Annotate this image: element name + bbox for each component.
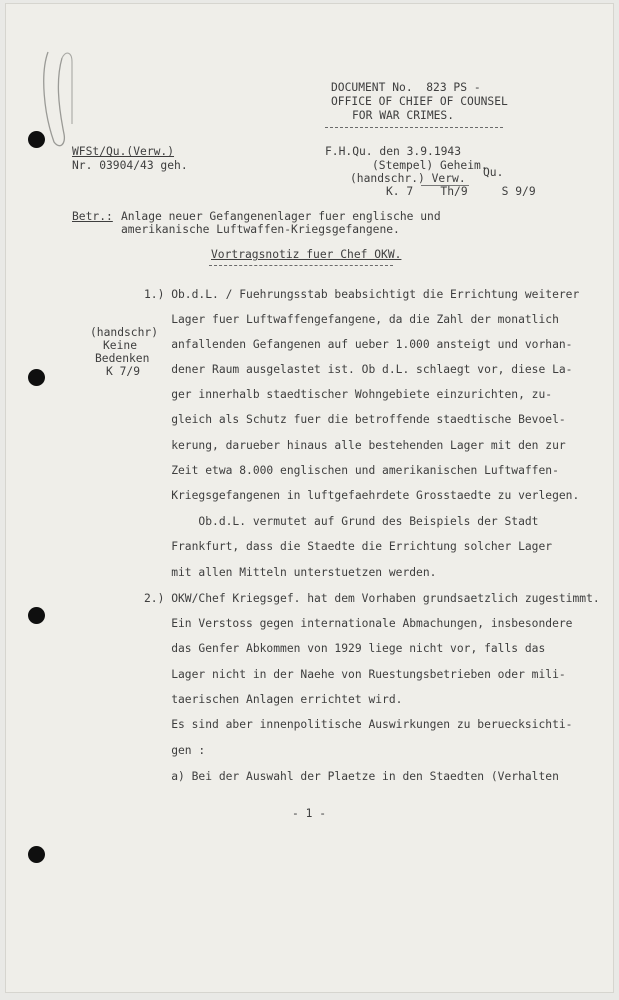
margin-note: Bedenken <box>95 352 150 365</box>
war-crimes-line: FOR WAR CRIMES. <box>352 109 455 122</box>
body-line: das Genfer Abkommen von 1929 liege nicht vor, falls das <box>144 642 546 655</box>
body-line: ger innerhalb staedtischer Wohngebiete einzurichten, zu- <box>144 388 553 401</box>
punch-hole <box>28 369 45 386</box>
margin-note: Keine <box>103 339 138 352</box>
document-number: DOCUMENT No. 823 PS - <box>331 81 481 94</box>
body-line: a) Bei der Auswahl der Plaetze in den Staedten (Verhalten <box>144 770 559 783</box>
body-line: gleich als Schutz fuer die betroffende staedtische Bevoel- <box>144 413 566 426</box>
punch-hole <box>28 131 45 148</box>
body-line: mit allen Mitteln unterstuetzen werden. <box>144 566 437 579</box>
body-line: dener Raum ausgelastet ist. Ob d.L. schlaegt vor, diese La- <box>144 363 573 376</box>
body-line: kerung, darueber hinaus alle bestehenden Lager mit den zur <box>144 439 566 452</box>
body-line: 1.) Ob.d.L. / Fuehrungsstab beabsichtigt die Errichtung weiterer <box>144 288 580 301</box>
body-line: gen : <box>144 744 206 757</box>
ref-date: F.H.Qu. den 3.9.1943 <box>325 145 462 158</box>
document-title: Vortragsnotiz fuer Chef OKW. <box>211 248 402 261</box>
ref-stamp: (Stempel) Geheim. <box>372 159 488 172</box>
title-rule <box>209 265 393 266</box>
ref-initials: K. 7 Th/9 S 9/9 <box>386 185 536 198</box>
body-line: Kriegsgefangenen in luftgefaehrdete Grosstaedte zu verlegen. <box>144 489 580 502</box>
body-line: Es sind aber innenpolitische Auswirkungen zu beruecksichti- <box>144 718 573 731</box>
ref-number: Nr. 03904/43 geh. <box>72 159 188 172</box>
ref-qu: Qu. <box>483 166 504 179</box>
body-line: Zeit etwa 8.000 englischen und amerikanischen Luftwaffen- <box>144 464 559 477</box>
subject-line: Anlage neuer Gefangenenlager fuer englische und <box>121 210 441 223</box>
punch-hole <box>28 607 45 624</box>
body-line: Ob.d.L. vermutet auf Grund des Beispiels der Stadt <box>144 515 539 528</box>
margin-note: K 7/9 <box>106 365 141 378</box>
body-line: Lager nicht in der Naehe von Ruestungsbetrieben oder mili- <box>144 668 566 681</box>
office-line: OFFICE OF CHIEF OF COUNSEL <box>331 95 508 108</box>
body-line: Frankfurt, dass die Staedte die Errichtung solcher Lager <box>144 540 553 553</box>
body-line: anfallenden Gefangenen auf ueber 1.000 ansteigt und vorhan- <box>144 338 573 351</box>
subject-line: amerikanische Luftwaffen-Kriegsgefangene. <box>121 223 400 236</box>
punch-hole <box>28 846 45 863</box>
body-line: 2.) OKW/Chef Kriegsgef. hat dem Vorhaben grundsaetzlich zugestimmt. <box>144 592 600 605</box>
margin-note: (handschr) <box>90 326 159 339</box>
body-line: taerischen Anlagen errichtet wird. <box>144 693 403 706</box>
page-number: - 1 - <box>292 807 327 820</box>
subject-label: Betr.: <box>72 210 113 223</box>
ref-office: WFSt/Qu.(Verw.) <box>72 145 175 158</box>
header-rule <box>325 127 503 128</box>
body-line: Ein Verstoss gegen internationale Abmachungen, insbesondere <box>144 617 573 630</box>
ref-handwritten: (handschr.) Verw. <box>350 172 466 185</box>
body-line: Lager fuer Luftwaffengefangene, da die Zahl der monatlich <box>144 313 559 326</box>
